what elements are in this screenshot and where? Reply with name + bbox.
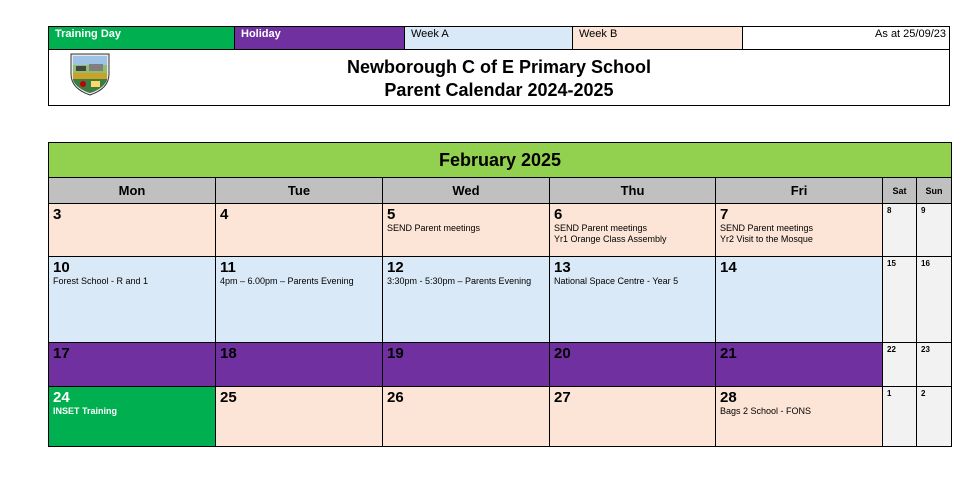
event-text: SEND Parent meetings [554,223,648,233]
event-text: SEND Parent meetings [720,223,814,233]
day-cell [716,387,883,447]
day-number: 19 [387,345,404,362]
day-cell [216,343,383,387]
weekday-wed: Wed [383,178,550,204]
day-cell [550,257,716,343]
event-text: National Space Centre - Year 5 [554,276,679,286]
event-text: Yr1 Orange Class Assembly [554,234,667,244]
day-cell [716,343,883,387]
day-number: 13 [554,259,571,276]
weekend-day-number: 9 [917,204,952,257]
day-cell [49,204,216,257]
day-cell [550,387,716,447]
day-number: 10 [53,259,70,276]
day-number: 18 [220,345,237,362]
as-at-date: As at 25/09/23 [875,28,946,40]
day-cell [216,257,383,343]
weekend-day-number: 16 [917,257,952,343]
legend-week-a: Week A [405,27,573,49]
day-cell [383,387,550,447]
day-number: 25 [220,389,237,406]
weekday-header-row [49,178,952,204]
day-number: 4 [220,206,229,223]
day-number: 3 [53,206,62,223]
day-cell [216,387,383,447]
weekday-sat: Sat [883,178,917,204]
weekend-day-number: 15 [883,257,917,343]
day-number: 20 [554,345,571,362]
weekday-mon: Mon [49,178,216,204]
week-row [49,257,952,343]
week-row [49,343,952,387]
school-name: Newborough C of E Primary School [346,57,652,77]
day-cell [49,257,216,343]
weekday-thu: Thu [550,178,716,204]
month-calendar [48,142,952,447]
event-text: Forest School - R and 1 [53,276,149,286]
weekend-day-number: 1 [883,387,917,447]
day-number: 5 [387,206,396,223]
day-number: 26 [387,389,404,406]
day-number: 27 [554,389,571,406]
day-number: 14 [720,259,737,276]
legend-training-day: Training Day [49,27,235,49]
event-text: Bags 2 School - FONS [720,406,812,416]
event-text: INSET Training [53,406,118,416]
day-number: 24 [53,389,70,406]
day-cell [49,343,216,387]
calendar-header [48,50,950,106]
weekend-day-number: 22 [883,343,917,387]
day-number: 12 [387,259,404,276]
day-number: 21 [720,345,737,362]
day-cell [550,204,716,257]
weekday-tue: Tue [216,178,383,204]
day-number: 7 [720,206,729,223]
week-row [49,204,952,257]
colour-key-legend [48,26,950,50]
day-cell [716,204,883,257]
day-cell [550,343,716,387]
weekend-day-number: 8 [883,204,917,257]
day-number: 28 [720,389,737,406]
calendar-title: Parent Calendar 2024-2025 [384,80,614,100]
day-cell [716,257,883,343]
legend-week-b: Week B [573,27,743,49]
event-text: SEND Parent meetings [387,223,481,233]
event-text: 4pm – 6.00pm – Parents Evening [220,276,354,286]
day-cell [383,257,550,343]
day-cell [383,343,550,387]
month-title: February 2025 [49,143,952,178]
weekend-day-number: 2 [917,387,952,447]
week-row [49,387,952,447]
event-text: Yr2 Visit to the Mosque [720,234,813,244]
legend-holiday: Holiday [235,27,405,49]
day-number: 11 [220,259,236,276]
day-number: 6 [554,206,563,223]
weekday-sun: Sun [917,178,952,204]
day-cell [216,204,383,257]
day-cell [49,387,216,447]
day-number: 17 [53,345,70,362]
event-text: 3:30pm - 5:30pm – Parents Evening [387,276,532,286]
weekday-fri: Fri [716,178,883,204]
day-cell [383,204,550,257]
weekend-day-number: 23 [917,343,952,387]
